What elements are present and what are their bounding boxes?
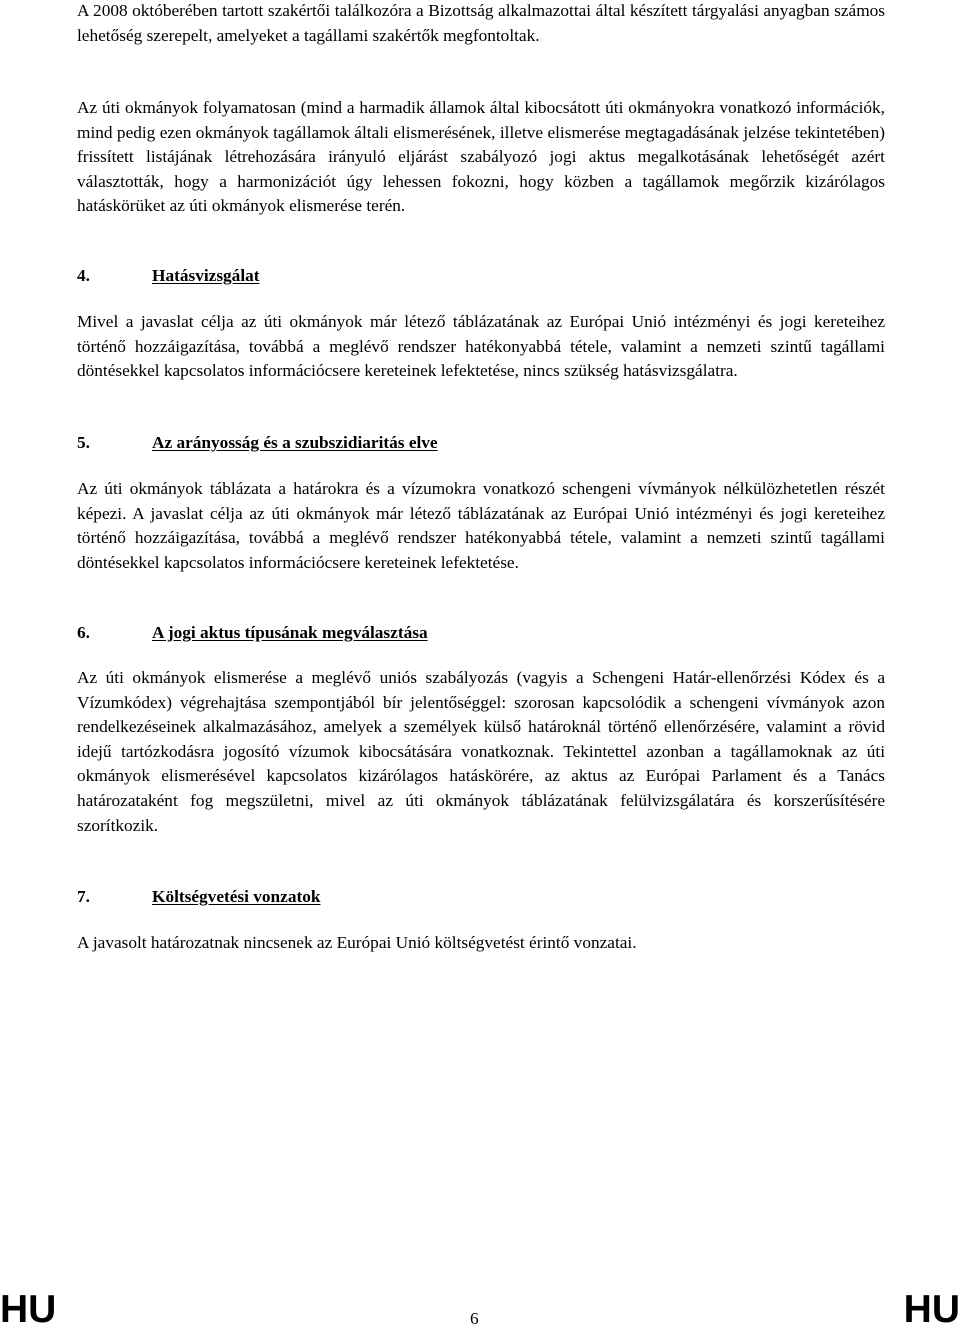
section-4-text: Mivel a javaslat célja az úti okmányok már létező táblázatának az Európai Unió intézményi és jogi kereteihez történő hozzáigazítása, továbbá a meglévő rendszer hatékonyabbá tétele, valamint a nemzeti szintű tagállami döntésekkel kapcsolatos információcsere kereteinek lefektetése, nincs szükség hatásvizsgálatra. [77,312,885,381]
section-4-heading [77,264,260,288]
section-6-text: Az úti okmányok elismerése a meglévő uniós szabályozás (vagyis a Schengeni Határ-ellenőrzési Kódex és a Vízumkódex) végrehajtása szempontjából bír jelentőséggel: szorosan kapcsolódik a schengeni vívmányok azon rendelkezéseinek alkalmazásához, amelyek a személyek külső határoknál történő ellenőrzésére, valamint a rövid idejű tartózkodásra jogosító vízumok kibocsátására vonatkoznak. Tekintettel azonban a tagállamoknak az úti okmányok elismerésével kapcsolatos kizárólagos hatáskörére, az aktus az Európai Parlament és a Tanács határozataként fog megszületni, mivel az úti okmányok táblázatának felülvizsgálatára és korszerűsítésére szorítkozik. [77,668,885,835]
section-5-number: 5. [77,433,90,452]
section-4-title: Hatásvizsgálat [152,266,260,285]
intro-paragraph-1: A 2008 októberében tartott szakértői találkozóra a Bizottság alkalmazottai által készített tárgyalási anyagban számos lehetőség szerepelt, amelyeket a tagállami szakértők megfontoltak. [77,1,885,45]
section-4-number: 4. [77,266,90,285]
section-7-title: Költségvetési vonzatok [152,887,321,906]
section-5-heading [77,431,438,455]
intro-paragraph-2: Az úti okmányok folyamatosan (mind a harmadik államok által kibocsátott úti okmányokra vonatkozó információk, mind pedig ezen okmányok tagállamok általi elismerésének, illetve elismerése megtagadásának jelzése tekintetében) frissített listájának létrehozására irányuló eljárást szabályozó jogi aktus megalkotásának lehetőségét azért választották, hogy a harmonizációt úgy lehessen fokozni, hogy közben a tagállamok megőrzik kizárólagos hatáskörüket az úti okmányok elismerése terén. [77,98,885,216]
section-7-number: 7. [77,887,90,906]
section-6-title: A jogi aktus típusának megválasztása [152,623,428,642]
section-6-number: 6. [77,623,90,642]
section-6-heading [77,621,428,645]
section-7-heading [77,885,320,909]
section-5-text: Az úti okmányok táblázata a határokra és a vízumokra vonatkozó schengeni vívmányok nélkülözhetetlen részét képezi. A javaslat célja az úti okmányok már létező táblázatának az Európai Unió intézményi és jogi kereteihez történő hozzáigazítása, továbbá a meglévő rendszer hatékonyabbá tétele, valamint a nemzeti szintű tagállami döntésekkel kapcsolatos információcsere kereteinek lefektetése. [77,479,885,572]
section-7-text: A javasolt határozatnak nincsenek az Európai Unió költségvetést érintő vonzatai. [77,933,637,952]
section-5-title: Az arányosság és a szubszidiaritás elve [152,433,438,452]
footer-language-right: HU [903,1288,960,1331]
page-number: 6 [470,1309,479,1328]
footer-language-left: HU [0,1288,57,1331]
